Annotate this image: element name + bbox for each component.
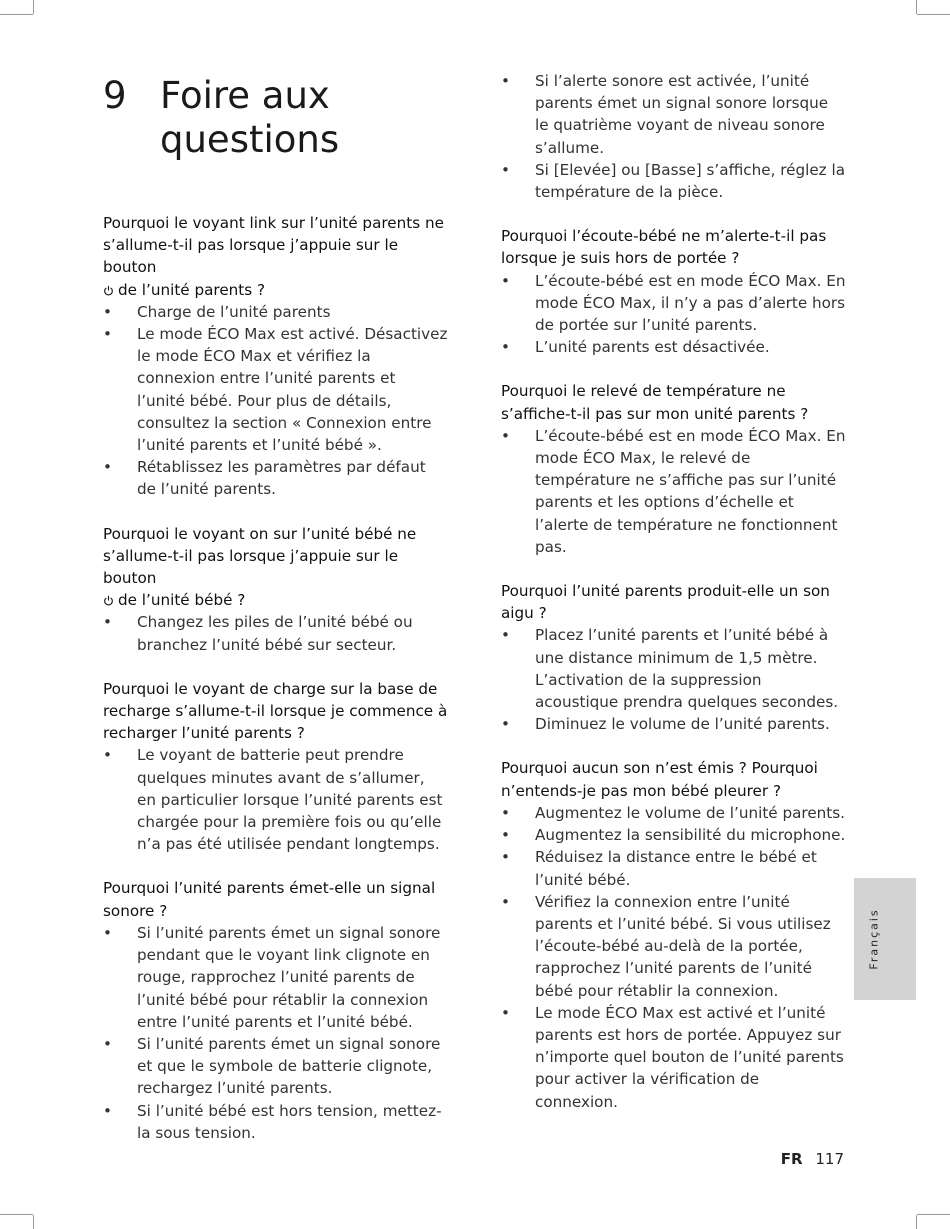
- answer-item: [501, 802, 846, 824]
- question-text: Pourquoi le voyant on sur l’unité bébé ne s’allume-t-il pas lorsque j’appuie sur le bouton: [103, 524, 417, 588]
- crop-mark: [33, 1215, 34, 1229]
- faq-section: [501, 70, 846, 203]
- question-text: de l’unité parents ?: [118, 280, 266, 299]
- faq-section: [103, 523, 448, 656]
- answer-text: Augmentez la sensibilité du microphone.: [535, 826, 846, 845]
- faq-question: Pourquoi l’écoute-bébé ne m’alerte-t-il pas lorsque je suis hors de portée ?: [501, 227, 827, 268]
- bullet-icon: •: [103, 746, 112, 765]
- crop-mark: [33, 0, 34, 14]
- answer-item: [501, 159, 846, 203]
- answer-text: L’unité parents est désactivée.: [535, 338, 770, 357]
- bullet-icon: •: [103, 302, 112, 321]
- bullet-icon: •: [103, 1034, 112, 1053]
- language-tab-label: Français: [867, 908, 881, 970]
- answer-item: [103, 1033, 448, 1100]
- footer-language: FR: [780, 1150, 803, 1168]
- answer-text: Si l’alerte sonore est activée, l’unité parents émet un signal sonore lorsque le quatrième voyant de niveau sonore s’allume.: [535, 72, 829, 157]
- answer-list: [501, 624, 846, 735]
- bullet-icon: •: [103, 923, 112, 942]
- answer-item: [501, 425, 846, 558]
- bullet-icon: •: [501, 803, 510, 822]
- answer-list: [103, 922, 448, 1144]
- answer-list: [501, 70, 846, 203]
- bullet-icon: •: [103, 613, 112, 632]
- crop-mark: [916, 0, 917, 14]
- page-number: 117: [815, 1150, 844, 1168]
- answer-item: [501, 713, 846, 735]
- right-column: [501, 70, 846, 1135]
- answer-text: Charge de l’unité parents: [137, 302, 331, 321]
- faq-section: [103, 212, 448, 501]
- bullet-icon: •: [501, 848, 510, 867]
- faq-question: Pourquoi aucun son n’est émis ? Pourquoi n’entends-je pas mon bébé pleurer ?: [501, 759, 818, 800]
- faq-list-left: [103, 212, 448, 1144]
- answer-item: [103, 744, 448, 855]
- faq-question: [103, 523, 448, 612]
- answer-list: [501, 802, 846, 1113]
- answer-item: [103, 323, 448, 456]
- chapter-number: 9: [103, 74, 127, 117]
- answer-list: [103, 744, 448, 855]
- faq-section: [501, 580, 846, 735]
- faq-section: [501, 380, 846, 558]
- answer-item: [103, 1100, 448, 1144]
- bullet-icon: •: [501, 1003, 510, 1022]
- answer-list: [501, 270, 846, 359]
- crop-mark: [916, 1215, 917, 1229]
- answer-text: Le voyant de batterie peut prendre quelques minutes avant de s’allumer, en particulier lorsque l’unité parents est chargée pour la première fois ou qu’elle n’a pas été utilisée pendant longtemps.: [137, 746, 443, 854]
- faq-list-right: [501, 70, 846, 1113]
- bullet-icon: •: [501, 271, 510, 290]
- faq-question: [103, 212, 448, 301]
- answer-text: Changez les piles de l’unité bébé ou branchez l’unité bébé sur secteur.: [137, 613, 413, 654]
- bullet-icon: •: [501, 892, 510, 911]
- chapter-title: Foire aux questions: [160, 74, 340, 161]
- answer-text: Le mode ÉCO Max est activé et l’unité parents est hors de portée. Appuyez sur n’importe quel bouton de l’unité parents pour activer la vérification de connexion.: [535, 1003, 844, 1111]
- answer-item: [103, 922, 448, 1033]
- answer-item: [103, 456, 448, 500]
- answer-item: [501, 70, 846, 159]
- bullet-icon: •: [501, 826, 510, 845]
- answer-list: [103, 301, 448, 501]
- answer-item: [501, 846, 846, 890]
- answer-item: [501, 824, 846, 846]
- crop-mark: [917, 14, 950, 15]
- answer-text: Augmentez le volume de l’unité parents.: [535, 803, 845, 822]
- faq-question: Pourquoi l’unité parents produit-elle un son aigu ?: [501, 582, 830, 623]
- faq-section: [103, 678, 448, 856]
- answer-text: Si [Elevée] ou [Basse] s’affiche, réglez la température de la pièce.: [535, 160, 846, 202]
- answer-item: [501, 891, 846, 1002]
- bullet-icon: •: [501, 715, 510, 734]
- question-text: de l’unité bébé ?: [118, 591, 246, 610]
- faq-section: [501, 225, 846, 358]
- question-text: Pourquoi le voyant link sur l’unité parents ne s’allume-t-il pas lorsque j’appuie sur le bouton: [103, 214, 444, 277]
- bullet-icon: •: [501, 426, 510, 445]
- bullet-icon: •: [501, 338, 510, 357]
- answer-text: Réduisez la distance entre le bébé et l’unité bébé.: [535, 848, 817, 889]
- answer-item: [103, 611, 448, 655]
- bullet-icon: •: [501, 160, 510, 179]
- bullet-icon: •: [103, 458, 112, 477]
- answer-text: L’écoute-bébé est en mode ÉCO Max. En mode ÉCO Max, il n’y a pas d’alerte hors de portée sur l’unité parents.: [535, 271, 846, 335]
- faq-question: Pourquoi le voyant de charge sur la base de recharge s’allume-t-il lorsque je commence à recharger l’unité parents ?: [103, 679, 448, 743]
- answer-text: Placez l’unité parents et l’unité bébé à une distance minimum de 1,5 mètre. L’activation de la suppression acoustique prendra quelques secondes.: [535, 626, 839, 712]
- bullet-icon: •: [103, 1101, 112, 1120]
- faq-question: Pourquoi l’unité parents émet-elle un signal sonore ?: [103, 879, 436, 920]
- crop-mark: [917, 1214, 950, 1215]
- answer-item: [501, 624, 846, 713]
- answer-text: Si l’unité parents émet un signal sonore et que le symbole de batterie clignote, rechargez l’unité parents.: [137, 1034, 441, 1098]
- answer-item: [501, 270, 846, 337]
- crop-mark: [0, 1214, 33, 1215]
- answer-list: [501, 425, 846, 558]
- bullet-icon: •: [501, 626, 510, 645]
- answer-text: Si l’unité parents émet un signal sonore pendant que le voyant link clignote en rouge, rapprochez l’unité parents de l’unité bébé pour rétablir la connexion entre l’unité parents et l’unité bébé.: [137, 923, 441, 1031]
- language-tab: [854, 878, 916, 1000]
- chapter-heading: [103, 74, 448, 162]
- answer-item: [103, 301, 448, 323]
- faq-question: Pourquoi le relevé de température ne s’affiche-t-il pas sur mon unité parents ?: [501, 382, 809, 423]
- power-icon: [103, 285, 114, 296]
- bullet-icon: •: [103, 325, 112, 344]
- answer-list: [103, 611, 448, 655]
- answer-text: Vérifiez la connexion entre l’unité parents et l’unité bébé. Si vous utilisez l’écoute-bébé au-delà de la portée, rapprochez l’unité parents de l’unité bébé pour rétablir la connexion.: [535, 892, 831, 1000]
- answer-item: [501, 1002, 846, 1113]
- answer-text: Diminuez le volume de l’unité parents.: [535, 715, 830, 734]
- faq-section: [103, 877, 448, 1143]
- answer-text: Le mode ÉCO Max est activé. Désactivez le mode ÉCO Max et vérifiez la connexion entre l’unité parents et l’unité bébé. Pour plus de détails, consultez la section « Connexion entre l’unité parents et l’unité bébé ».: [137, 325, 448, 455]
- page-footer: [781, 1150, 844, 1168]
- left-column: [103, 70, 448, 1166]
- answer-text: Si l’unité bébé est hors tension, mettez-la sous tension.: [137, 1101, 442, 1142]
- faq-section: [501, 757, 846, 1112]
- bullet-icon: •: [501, 72, 510, 90]
- answer-text: L’écoute-bébé est en mode ÉCO Max. En mode ÉCO Max, le relevé de température ne s’affiche pas sur l’unité parents et les options d’échelle et l’alerte de température ne fonctionnent pas.: [535, 426, 846, 556]
- power-icon: [103, 595, 114, 606]
- answer-item: [501, 336, 846, 358]
- answer-text: Rétablissez les paramètres par défaut de l’unité parents.: [137, 458, 426, 499]
- crop-mark: [0, 14, 33, 15]
